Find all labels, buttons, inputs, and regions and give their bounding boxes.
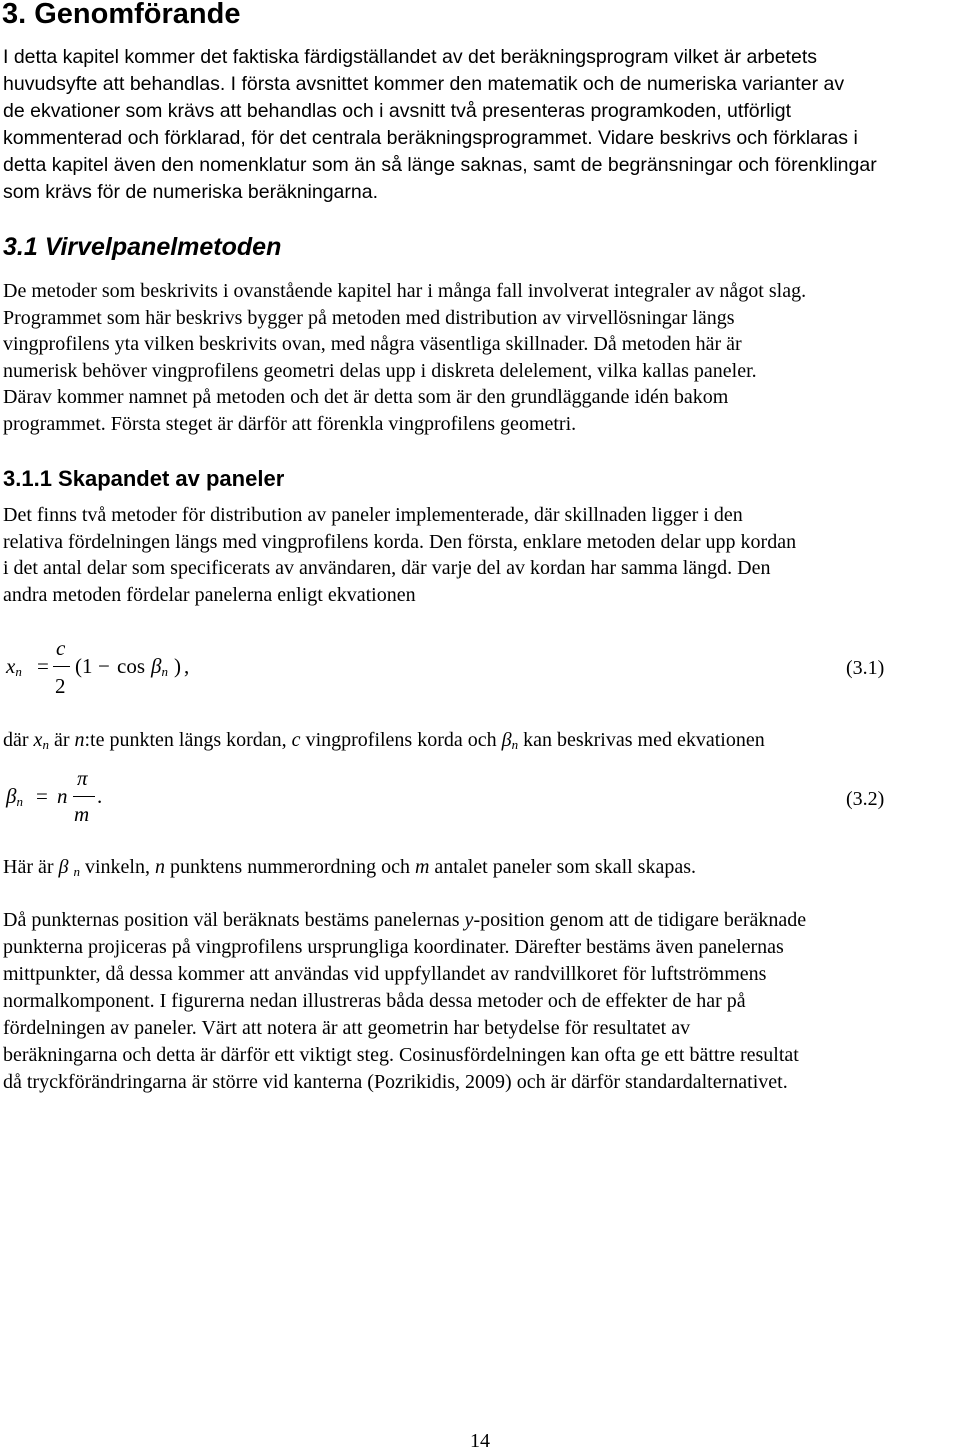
eq2-n: n bbox=[57, 784, 68, 808]
eq1-paren-close: ) bbox=[174, 654, 181, 678]
eq1-minus: − bbox=[98, 654, 110, 678]
line-after-eq2: Här är β $_n$ vinkeln, n punktens nummerordning och m antalet paneler som skall skapas. bbox=[3, 856, 697, 879]
eq2-number: (3.2) bbox=[846, 788, 885, 810]
eq2-fraction-denominator: m bbox=[74, 802, 90, 826]
intro-paragraph: I detta kapitel kommer det faktiska färdigställandet av det beräkningsprogram vilket är arbetets huvudsyfte att behandlas. I första avsnittet kommer den matematik och de numeriska varianter av de ekvationer som krävs att behandlas och i avsnitt två presenteras programkoden, utförligt kommenterad och förklarad, för det centrala beräkningsprogrammet. Vidare beskrivs och förklaras i detta kapitel även den nomenklatur som än så länge saknas, samt de begränsningar och förenklingar som krävs för de numeriska beräkningarna. bbox=[3, 46, 877, 203]
eq1-cos: cos bbox=[117, 654, 145, 678]
eq1-paren-open: (1 bbox=[75, 654, 93, 678]
eq1-fraction-denominator: 2 bbox=[55, 674, 66, 698]
eq1-number: (3.1) bbox=[846, 657, 885, 679]
section-paragraph: De metoder som beskrivits i ovanstående kapitel har i många fall involverat integraler av något slag. Programmet som här beskrivs bygger på metoden med distribution av virvellösningar längs vingprofilens yta vilken beskrivits ovan, med några väsentliga skillnader. Då metoden här är numerisk behöver vingprofilens geometri delas upp i diskreta delelement, vilka kallas paneler. Därav kommer namnet på metoden och det är detta som är den grundläggande idén bakom programmet. Första steget är därför att förenkla vingprofilens geometri. bbox=[3, 280, 807, 435]
eq1-comma: , bbox=[184, 654, 190, 678]
eq2-fraction-bar bbox=[73, 796, 95, 797]
eq1-beta: $\beta_n$ bbox=[151, 654, 168, 679]
final-paragraph-rest: punkterna projiceras på vingprofilens ursprungliga koordinater. Därefter bestäms även panelernas mittpunkter, då dessa kommer att användas vid uppfyllandet av randvillkoret för luftströmmens normalkomponent. I figurerna nedan illustreras båda dessa metoder och de effekter de har på fördelningen av paneler. Värt att notera är att geometrin har betydelse för resultatet av beräkningarna och detta är därför ett viktigt steg. Cosinusfördelningen kan ofta ge ett bättre resultat då tryckförändringarna är större vid kanterna (Pozrikidis, 2009) och är därför standardalternativet. bbox=[3, 936, 799, 1093]
final-paragraph-first-line: Då punkternas position väl beräknats bestäms panelernas y-position genom att de tidigare beräknade bbox=[3, 909, 807, 931]
eq2-equals: = bbox=[36, 784, 48, 808]
subsection-title: 3.1.1 Skapandet av paneler bbox=[3, 466, 285, 491]
eq2-fraction-numerator: π bbox=[77, 766, 88, 790]
eq1-fraction-numerator: c bbox=[56, 636, 66, 660]
eq1-equals: = bbox=[37, 654, 49, 678]
section-title: 3.1 Virvelpanelmetoden bbox=[3, 233, 282, 261]
eq1-fraction-bar bbox=[53, 666, 70, 667]
subsection-paragraph: Det finns två metoder för distribution av paneler implementerade, där skillnaden ligger i den relativa fördelningen längs med vingprofilens korda. Den första, enklare metoden delar upp kordan i det antal delar som specificerats av användaren, där varje del av kordan har samma längd. Den andra metoden fördelar panelerna enligt ekvationen bbox=[3, 504, 797, 606]
eq2-beta: $\beta_n$ bbox=[6, 784, 23, 809]
chapter-title: 3. Genomförande bbox=[2, 0, 241, 30]
eq2-period: . bbox=[97, 784, 103, 808]
line-after-eq1: där $x_n$ är n:te punkten längs kordan, c vingprofilens korda och $\beta_n$ kan beskrivas med ekvationen bbox=[3, 729, 765, 752]
page-number: 14 bbox=[470, 1430, 490, 1452]
eq1-lhs: $x_n$ bbox=[6, 654, 22, 679]
